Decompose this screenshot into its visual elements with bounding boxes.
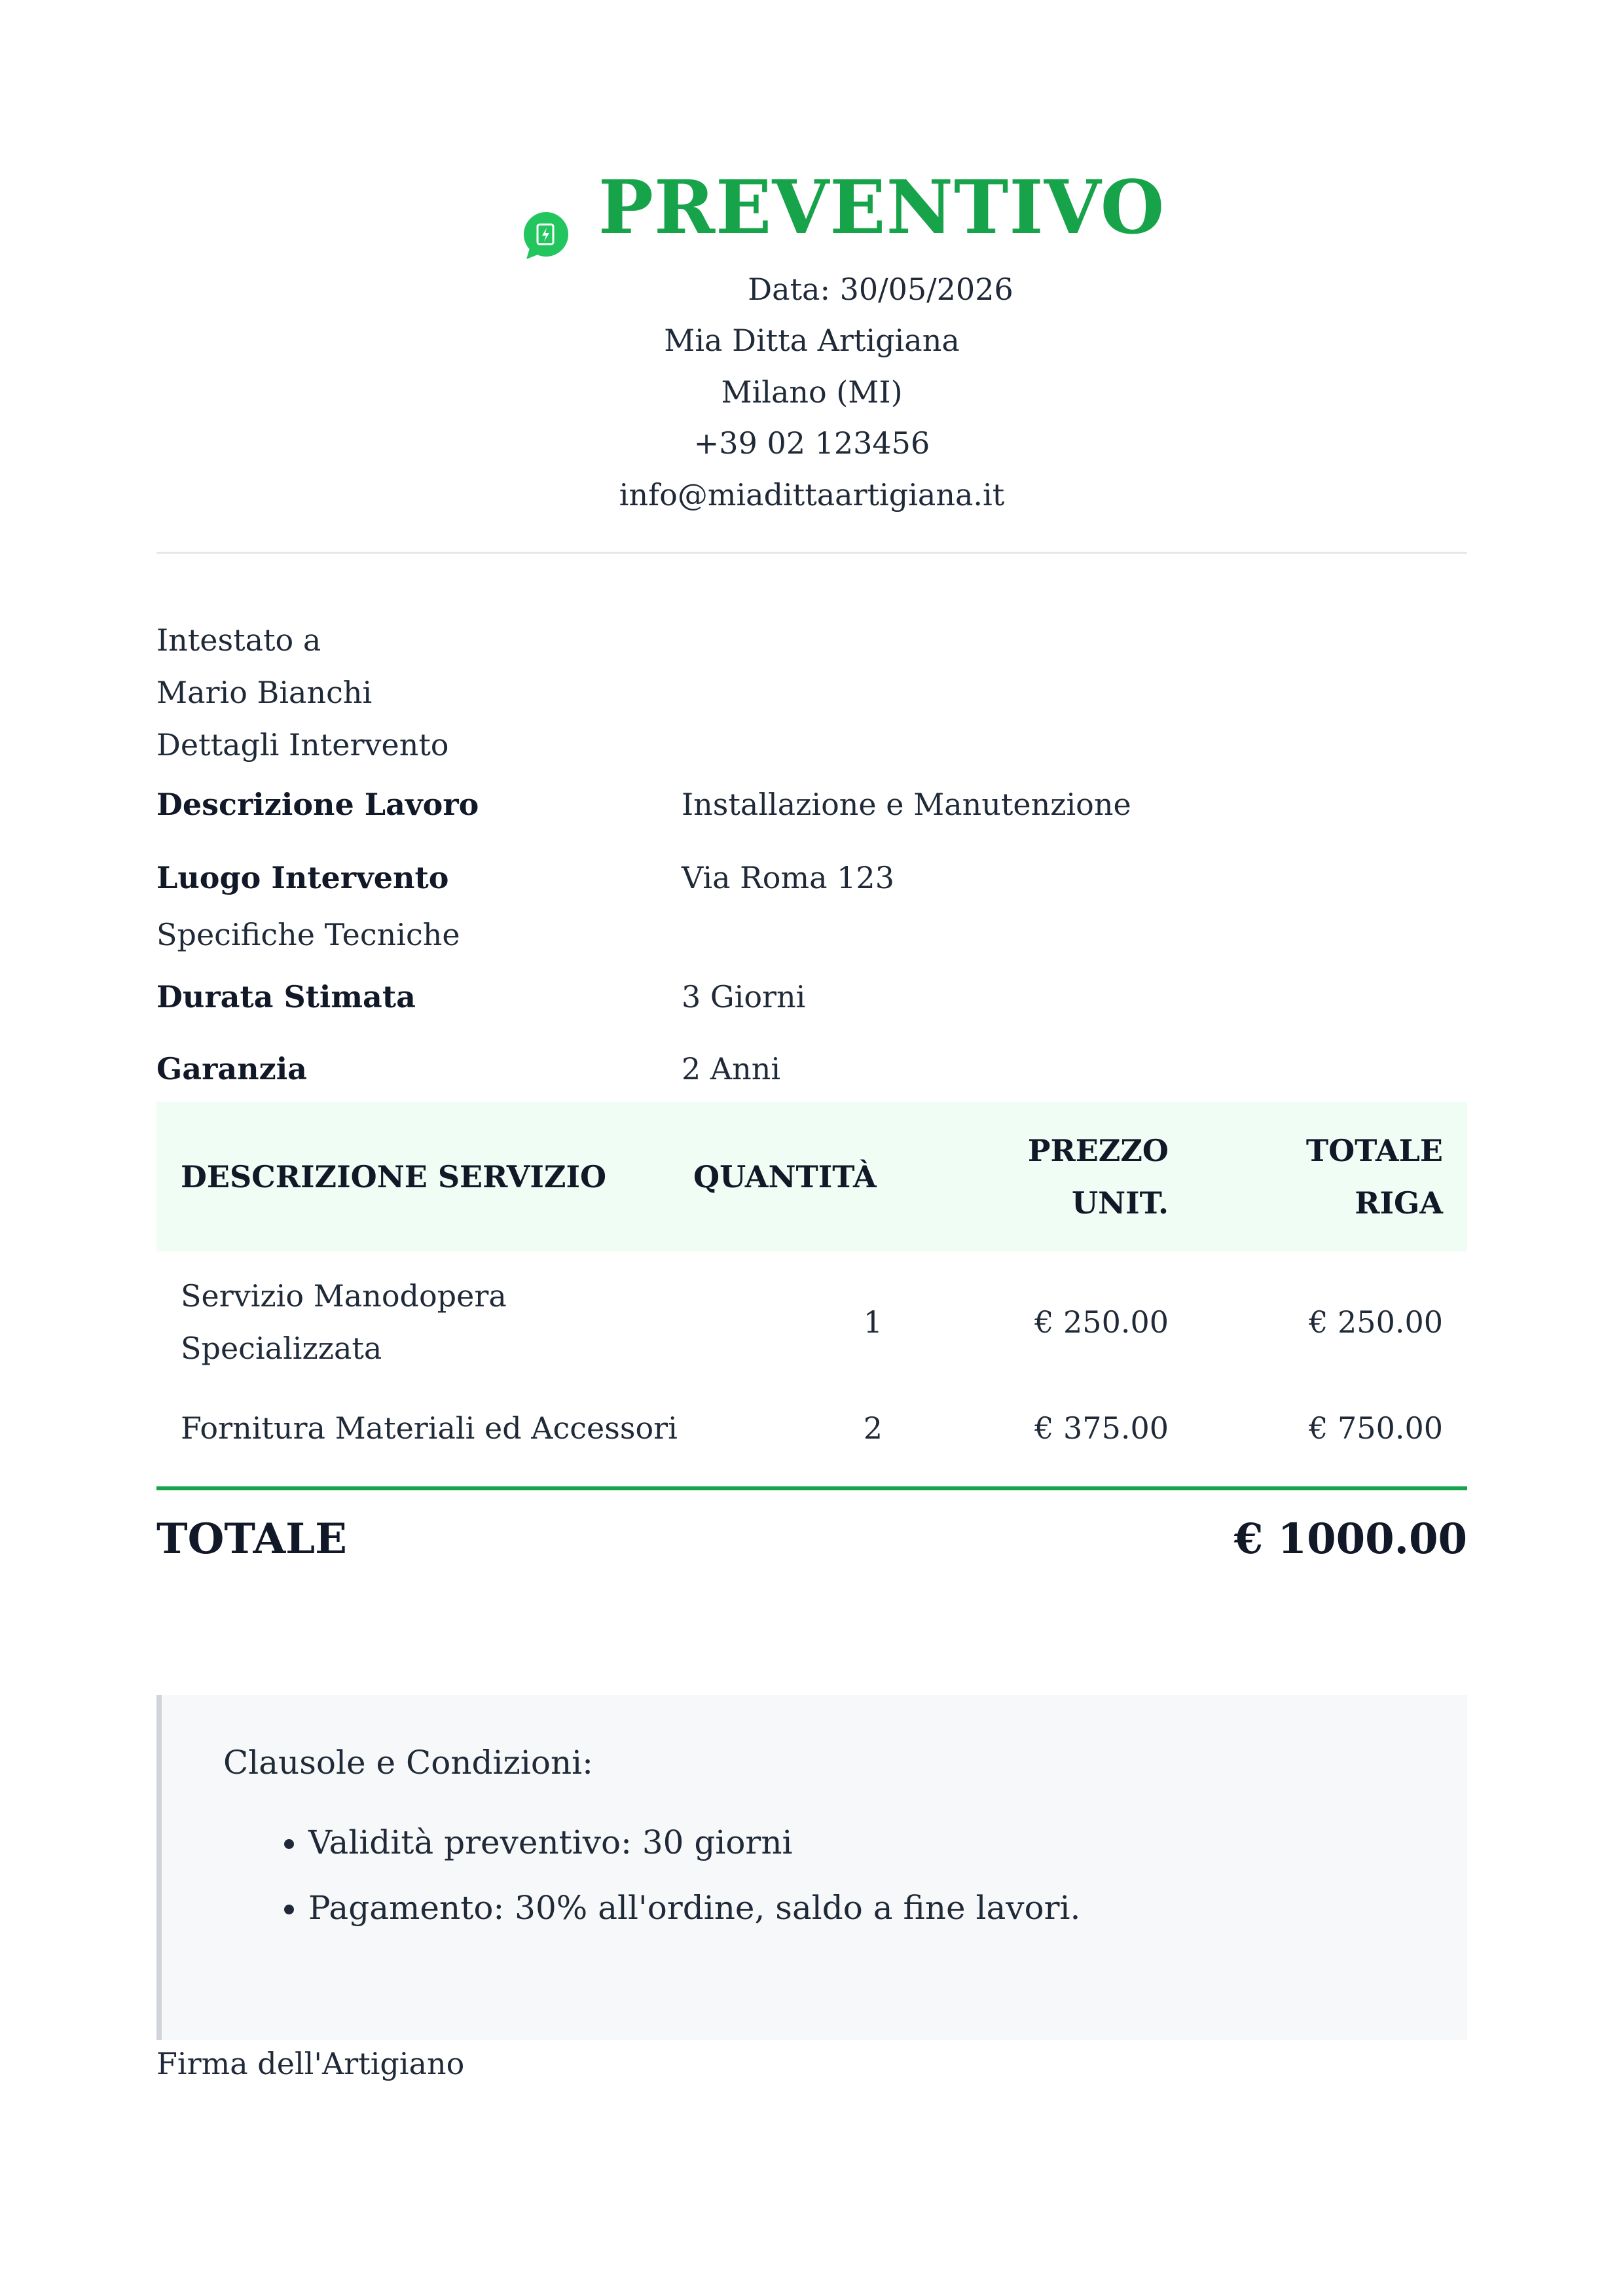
- company-email: info@miadittaartigiana.it: [619, 477, 1005, 512]
- row-unit-price: € 375.00: [1034, 1410, 1169, 1446]
- terms-list: [257, 1810, 1080, 1941]
- terms-item: • Validità preventivo: 30 giorni: [308, 1810, 1080, 1875]
- signature-label: Firma dell'Artigiano: [156, 2046, 465, 2081]
- detail-value: 2 Anni: [682, 1051, 781, 1086]
- specs-heading: Specifiche Tecniche: [156, 917, 460, 952]
- table-row: [156, 1378, 1467, 1486]
- column-header-description: DESCRIZIONE SERVIZIO: [181, 1159, 607, 1194]
- company-name: Mia Ditta Artigiana: [664, 323, 960, 358]
- column-header-line-total-line1: TOTALE: [1305, 1133, 1443, 1168]
- details-heading: Dettagli Intervento: [156, 727, 449, 762]
- row-description-line1: Servizio Manodopera: [181, 1278, 507, 1314]
- row-description: [181, 1270, 678, 1374]
- header: [156, 0, 1467, 554]
- terms-title: Clausole e Condizioni:: [223, 1744, 594, 1782]
- quote-date: Data: 30/05/2026: [748, 272, 1013, 307]
- items-table: [156, 1102, 1467, 1564]
- client-name: Mario Bianchi: [156, 675, 373, 710]
- column-header-line-total: [1306, 1124, 1443, 1229]
- table-row: [156, 1251, 1467, 1378]
- row-quantity: 1: [863, 1304, 883, 1340]
- row-line-total: € 250.00: [1309, 1304, 1443, 1340]
- total-value: € 1000.00: [1233, 1515, 1467, 1564]
- detail-label: Garanzia: [156, 1051, 307, 1086]
- terms-box: [156, 1695, 1467, 2040]
- detail-label: Luogo Intervento: [156, 860, 449, 895]
- company-phone: +39 02 123456: [693, 425, 930, 461]
- total-row: [156, 1490, 1467, 1564]
- detail-label: Descrizione Lavoro: [156, 787, 479, 822]
- table-header: [156, 1102, 1467, 1251]
- row-description: Fornitura Materiali ed Accessori: [181, 1410, 678, 1446]
- row-description-line2: Specializzata: [181, 1331, 382, 1366]
- row-unit-price: € 250.00: [1034, 1304, 1169, 1340]
- column-header-line-total-line2: RIGA: [1355, 1185, 1443, 1221]
- column-header-unit-price-line1: PREZZO: [1027, 1133, 1169, 1168]
- document-title: PREVENTIVO: [598, 165, 1165, 251]
- column-header-unit-price-line2: UNIT.: [1072, 1185, 1169, 1221]
- row-line-total: € 750.00: [1309, 1410, 1443, 1446]
- billed-to-label: Intestato a: [156, 622, 321, 658]
- detail-value: Via Roma 123: [682, 860, 894, 895]
- column-header-quantity: QUANTITÀ: [693, 1159, 877, 1194]
- column-header-unit-price: [1028, 1124, 1169, 1229]
- client-details-section: [156, 554, 1467, 1102]
- row-quantity: 2: [863, 1410, 883, 1446]
- quote-document: [156, 0, 1467, 2081]
- company-city: Milano (MI): [721, 374, 903, 410]
- detail-value: Installazione e Manutenzione: [682, 787, 1131, 822]
- detail-label: Durata Stimata: [156, 979, 416, 1014]
- terms-item: • Pagamento: 30% all'ordine, saldo a fine lavori.: [308, 1875, 1080, 1941]
- total-label: TOTALE: [156, 1515, 347, 1564]
- detail-value: 3 Giorni: [682, 979, 806, 1014]
